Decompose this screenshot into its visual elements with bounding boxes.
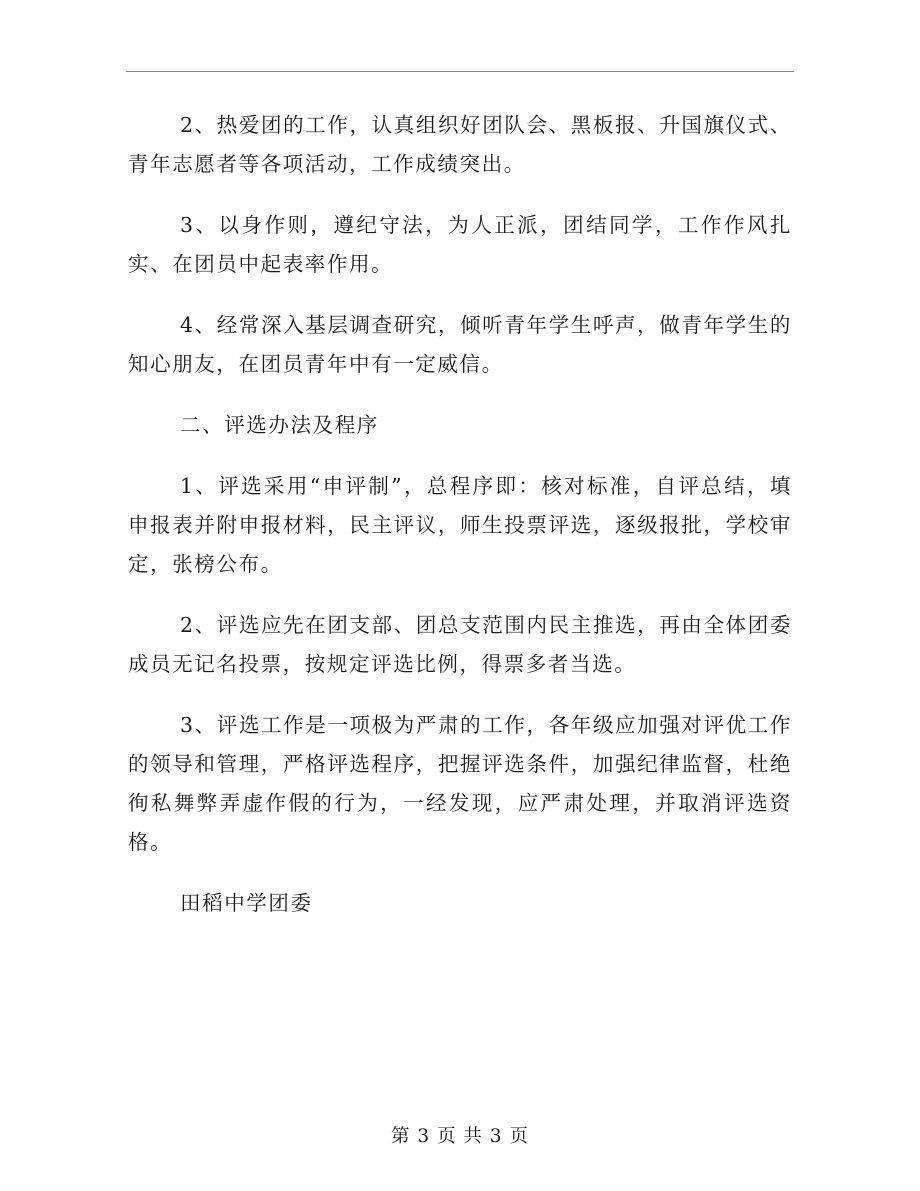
- page-number: 第 3 页 共 3 页: [391, 1126, 529, 1147]
- paragraph-criterion-3: 3、以身作则，遵纪守法，为人正派，团结同学，工作作风扎实、在团员中起表率作用。: [128, 213, 792, 276]
- document-body: [128, 106, 792, 945]
- paragraph-criterion-2: 2、热爱团的工作，认真组织好团队会、黑板报、升国旗仪式、青年志愿者等各项活动，工作成绩突出。: [128, 113, 792, 176]
- paragraph-method-3: 3、评选工作是一项极为严肃的工作，各年级应加强对评优工作的领导和管理，严格评选程序，把握评选条件，加强纪律监督，杜绝徇私舞弊弄虚作假的行为，一经发现，应严肃处理，并取消评选资格。: [128, 713, 792, 854]
- page-footer: [0, 1122, 920, 1148]
- header-divider: [126, 71, 794, 72]
- paragraph-method-2: 2、评选应先在团支部、团总支范围内民主推选，再由全体团委成员无记名投票，按规定评选比例，得票多者当选。: [128, 613, 792, 676]
- section-heading-selection-method: 二、评选办法及程序: [180, 413, 379, 437]
- signature: 田稻中学团委: [180, 891, 313, 915]
- paragraph-criterion-4: 4、经常深入基层调查研究，倾听青年学生呼声，做青年学生的知心朋友，在团员青年中有一定威信。: [128, 313, 792, 376]
- paragraph-method-1: 1、评选采用“申评制”，总程序即：核对标准，自评总结，填申报表并附申报材料，民主评议，师生投票评选，逐级报批，学校审定，张榜公布。: [128, 474, 792, 576]
